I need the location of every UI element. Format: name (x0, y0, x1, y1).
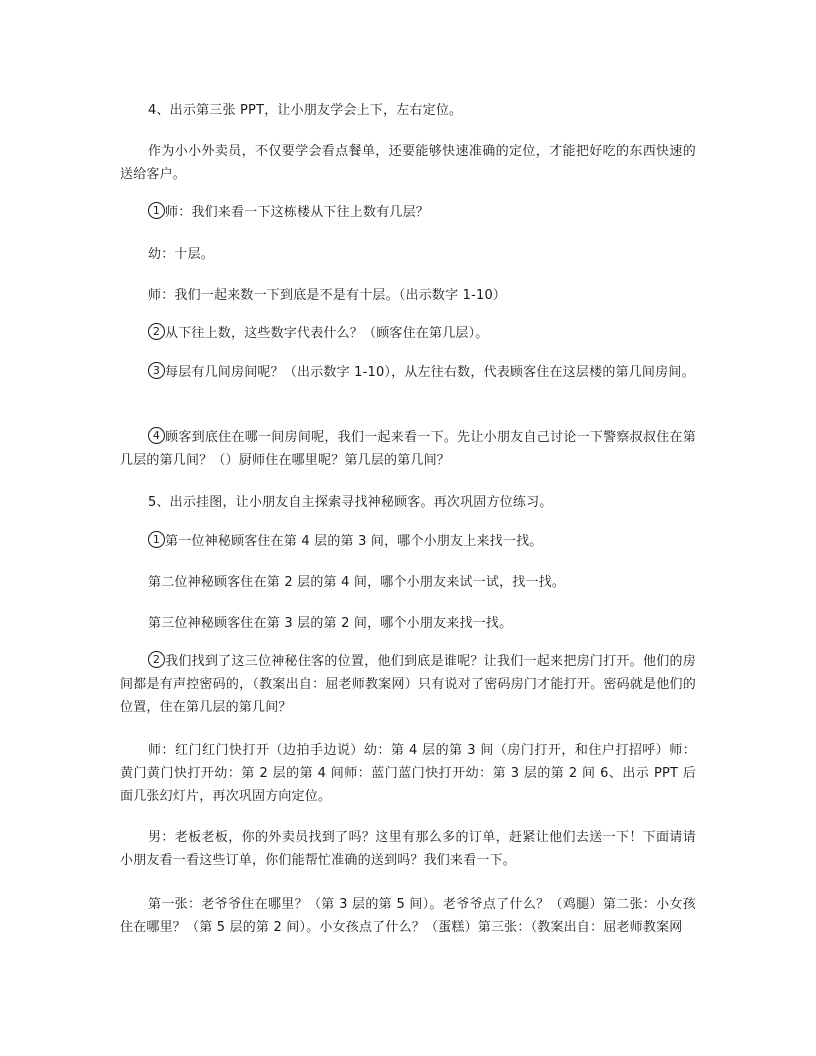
paragraph-answer-1: 幼：十层。 (148, 247, 215, 262)
paragraph-count: 师：我们一起来数一下到底是不是有十层。（出示数字 1-10） (148, 288, 507, 303)
circled-number-1: 1 (148, 531, 165, 548)
paragraph-guest-2: 第二位神秘顾客住在第 2 层的第 4 间，哪个小朋友来试一试，找一找。 (148, 575, 566, 590)
paragraph-q3: 3 每层有几间房间呢？（出示数字 1-10），从左往右数，代表顾客住在这层楼的第几间房间。 (120, 361, 696, 384)
circled-number-2: 2 (148, 651, 165, 668)
paragraph-guest-1: 1 第一位神秘顾客住在第 4 层的第 3 间，哪个小朋友上来找一找。 (120, 530, 696, 553)
circled-number-1: 1 (148, 202, 165, 219)
paragraph-intro: 作为小小外卖员，不仅要学会看点餐单，还要能够快速准确的定位，才能把好吃的东西快速的送给客户。 (120, 144, 696, 182)
paragraph-password: 2 我们找到了这三位神秘住客的位置，他们到底是谁呢？让我们一起来把房门打开。他们的房间都是有声控密码的，（教案出自：屈老师教案网）只有说对了密码房门才能打开。密码就是他们的位置，住在第几层的第几间？ (120, 653, 696, 715)
circled-number-4: 4 (148, 427, 165, 444)
paragraph-step-5: 5、出示挂图，让小朋友自主探索寻找神秘顾客。再次巩固方位练习。 (148, 495, 553, 510)
paragraph-q2: 2 从下往上数，这些数字代表什么？（顾客住在第几层）。 (120, 322, 696, 345)
paragraph-step-4: 4、出示第三张 PPT，让小朋友学会上下，左右定位。 (148, 103, 463, 118)
paragraph-order-list: 第一张：老爷爷住在哪里？（第 3 层的第 5 间）。老爷爷点了什么？（鸡腿）第二张：小女孩住在哪里？（第 5 层的第 2 间）。小女孩点了什么？（蛋糕）第三张：（教案出自：屈老师教案网 (120, 897, 696, 935)
paragraph-dialogue: 师：红门红门快打开（边拍手边说）幼：第 4 层的第 3 间（房门打开，和住户打招呼）师：黄门黄门快打开幼：第 2 层的第 4 间师：蓝门蓝门快打开幼：第 3 层的第 2 间 6、出示 PPT 后面几张幻灯片，再次巩固方向定位。 (120, 743, 696, 804)
paragraph-guest-3: 第三位神秘顾客住在第 3 层的第 2 间，哪个小朋友来找一找。 (148, 616, 513, 631)
paragraph-orders: 男：老板老板，你的外卖员找到了吗？这里有那么多的订单，赶紧让他们去送一下！下面请请小朋友看一看这些订单，你们能帮忙准确的送到吗？我们来看一下。 (120, 830, 696, 868)
paragraph-q4: 4 顾客到底住在哪一间房间呢，我们一起来看一下。先让小朋友自己讨论一下警察叔叔住在第几层的第几间？（）厨师住在哪里呢？第几层的第几间？ (120, 429, 696, 468)
paragraph-q1: 1 师：我们来看一下这栋楼从下往上数有几层？ (120, 201, 696, 224)
circled-number-2: 2 (148, 323, 165, 340)
circled-number-3: 3 (148, 362, 165, 379)
